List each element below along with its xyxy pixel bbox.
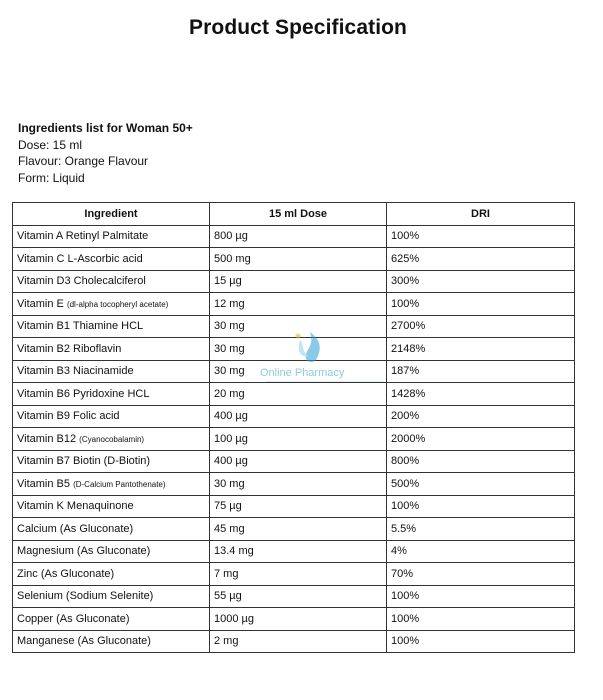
ingredient-qualifier: (D-Calcium Pantothenate) [73, 479, 166, 489]
ingredient-cell [13, 248, 210, 271]
ingredient-cell [13, 315, 210, 338]
ingredient-cell [13, 608, 210, 631]
ingredient-cell [13, 405, 210, 428]
table-row [13, 225, 575, 248]
table-row [13, 495, 575, 518]
dri-cell: 625% [387, 248, 575, 271]
dose-cell: 15 µg [210, 270, 387, 293]
ingredient-cell [13, 270, 210, 293]
ingredient-name: Manganese (As Gluconate) [17, 635, 151, 648]
ingredient-cell [13, 293, 210, 316]
table-body [13, 225, 575, 653]
dri-cell: 500% [387, 473, 575, 496]
dose-cell: 13.4 mg [210, 540, 387, 563]
table-row [13, 585, 575, 608]
dose-cell: 500 mg [210, 248, 387, 271]
table-row [13, 473, 575, 496]
product-info [18, 120, 193, 186]
page-title: Product Specification [189, 16, 407, 39]
dose-cell: 20 mg [210, 383, 387, 406]
dose-cell: 30 mg [210, 473, 387, 496]
ingredient-name: Vitamin D3 Cholecalciferol [17, 275, 146, 288]
ingredient-name: Calcium (As Gluconate) [17, 522, 134, 535]
ingredient-table [12, 202, 575, 653]
ingredients-heading: Ingredients list for Woman 50+ [18, 121, 193, 135]
ingredient-name: Vitamin B2 Riboflavin [17, 342, 122, 355]
dose-cell: 7 mg [210, 563, 387, 586]
dri-cell: 70% [387, 563, 575, 586]
dose-cell: 30 mg [210, 338, 387, 361]
dose-cell: 45 mg [210, 518, 387, 541]
ingredient-cell [13, 428, 210, 451]
ingredient-name: Vitamin B3 Niacinamide [17, 365, 134, 378]
ingredient-name: Vitamin E [17, 297, 64, 310]
dose-cell: 1000 µg [210, 608, 387, 631]
ingredient-qualifier: (dl-alpha tocopheryl acetate) [66, 299, 169, 309]
ingredient-qualifier: (Cyanocobalamin) [79, 434, 145, 444]
ingredient-cell [13, 585, 210, 608]
table-row [13, 315, 575, 338]
dri-cell: 4% [387, 540, 575, 563]
table-row [13, 383, 575, 406]
ingredient-cell [13, 495, 210, 518]
dose-cell: 800 µg [210, 225, 387, 248]
dri-cell: 2000% [387, 428, 575, 451]
column-header-ingredient: Ingredient [13, 203, 210, 226]
ingredient-name: Vitamin K Menaquinone [17, 500, 134, 513]
ingredient-name: Vitamin B12 [17, 432, 77, 445]
column-header-dri: DRI [387, 203, 575, 226]
dose-cell: 2 mg [210, 630, 387, 653]
table-row [13, 248, 575, 271]
ingredient-cell [13, 383, 210, 406]
ingredient-cell [13, 450, 210, 473]
table-row [13, 360, 575, 383]
table-row [13, 338, 575, 361]
table-row [13, 405, 575, 428]
dri-cell: 200% [387, 405, 575, 428]
ingredient-cell [13, 518, 210, 541]
dri-cell: 100% [387, 630, 575, 653]
table-header-row [13, 203, 575, 226]
table-row [13, 630, 575, 653]
ingredient-name: Vitamin B1 Thiamine HCL [17, 320, 144, 333]
ingredient-name: Vitamin B9 Folic acid [17, 410, 120, 423]
dri-cell: 2700% [387, 315, 575, 338]
watermark-text: Online Pharmacy [260, 367, 345, 379]
ingredient-name: Zinc (As Gluconate) [17, 567, 115, 580]
dose-cell: 12 mg [210, 293, 387, 316]
ingredient-name: Selenium (Sodium Selenite) [17, 590, 154, 603]
dri-cell: 2148% [387, 338, 575, 361]
dri-cell: 100% [387, 225, 575, 248]
dose-cell: 100 µg [210, 428, 387, 451]
ingredient-name: Vitamin B5 [17, 477, 70, 490]
ingredient-name: Vitamin C L-Ascorbic acid [17, 252, 143, 265]
dri-cell: 100% [387, 495, 575, 518]
ingredient-cell [13, 473, 210, 496]
table-row [13, 608, 575, 631]
dri-cell: 100% [387, 608, 575, 631]
table-row [13, 270, 575, 293]
table-row [13, 540, 575, 563]
dose-cell: 55 µg [210, 585, 387, 608]
ingredient-cell [13, 563, 210, 586]
dose-cell: 75 µg [210, 495, 387, 518]
table-row [13, 450, 575, 473]
dose-cell: 400 µg [210, 450, 387, 473]
dri-cell: 800% [387, 450, 575, 473]
ingredient-name: Vitamin A Retinyl Palmitate [17, 230, 149, 243]
table-row [13, 293, 575, 316]
dose-cell: 30 mg [210, 315, 387, 338]
table-row [13, 428, 575, 451]
ingredient-name: Vitamin B7 Biotin (D-Biotin) [17, 455, 151, 468]
dose-line: Dose: 15 ml [18, 137, 83, 152]
flavour-line: Flavour: Orange Flavour [18, 154, 149, 168]
table-row [13, 518, 575, 541]
dose-cell: 400 µg [210, 405, 387, 428]
dri-cell: 1428% [387, 383, 575, 406]
ingredient-cell [13, 338, 210, 361]
ingredient-cell [13, 360, 210, 383]
ingredient-name: Magnesium (As Gluconate) [17, 545, 151, 558]
ingredient-cell [13, 630, 210, 653]
ingredient-cell [13, 225, 210, 248]
ingredient-name: Copper (As Gluconate) [17, 612, 130, 625]
dose-cell: 30 mg [210, 360, 387, 383]
table-row [13, 563, 575, 586]
dri-cell: 100% [387, 585, 575, 608]
dri-cell: 100% [387, 293, 575, 316]
column-header-dose: 15 ml Dose [210, 203, 387, 226]
form-line: Form: Liquid [18, 170, 85, 185]
dri-cell: 187% [387, 360, 575, 383]
dri-cell: 5.5% [387, 518, 575, 541]
ingredient-cell [13, 540, 210, 563]
dri-cell: 300% [387, 270, 575, 293]
ingredient-name: Vitamin B6 Pyridoxine HCL [17, 387, 150, 400]
